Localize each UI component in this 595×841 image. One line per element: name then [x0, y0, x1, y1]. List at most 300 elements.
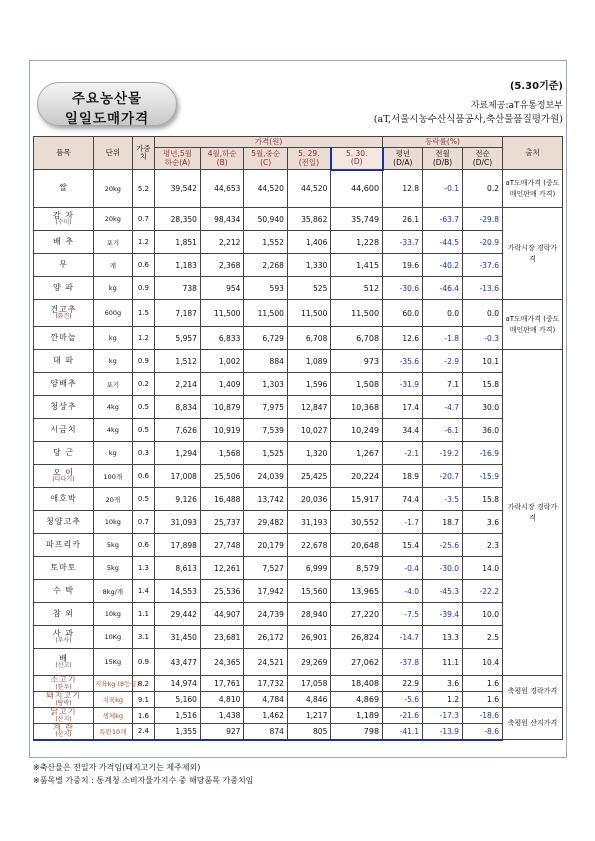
price-b: 927	[200, 724, 243, 740]
price-today: 15,917	[331, 488, 383, 511]
change-db: -20.7	[423, 465, 463, 488]
price-a: 28,350	[155, 208, 201, 231]
item-weight: 1.1	[132, 603, 154, 626]
item-unit: 8kg/개	[93, 580, 132, 603]
change-db: 13.3	[423, 626, 463, 649]
item-name	[34, 649, 94, 676]
item-weight: 1.3	[132, 557, 154, 580]
item-name	[34, 231, 94, 254]
change-db: -6.1	[423, 419, 463, 442]
price-c: 17,942	[244, 580, 287, 603]
price-b: 17,761	[200, 676, 243, 692]
price-b: 16,488	[200, 488, 243, 511]
item-name	[34, 208, 94, 231]
price-a: 8,613	[155, 557, 201, 580]
item-weight: 1.2	[132, 231, 154, 254]
price-prev: 25,425	[287, 465, 330, 488]
price-today: 27,220	[331, 603, 383, 626]
price-a: 1,512	[155, 350, 201, 373]
item-name-text: 대 파	[52, 355, 74, 365]
price-today: 13,965	[331, 580, 383, 603]
price-prev: 4,846	[287, 692, 330, 708]
change-dc: 30.0	[463, 396, 503, 419]
price-a: 5,160	[155, 692, 201, 708]
table-row	[34, 465, 563, 488]
item-name-text: 계 란	[52, 723, 74, 732]
item-name-text: 애호박	[50, 493, 77, 503]
price-source: 축평원 산지가격	[502, 708, 562, 740]
item-unit: 100개	[93, 465, 132, 488]
price-b: 4,810	[200, 692, 243, 708]
price-b: 25,536	[200, 580, 243, 603]
price-c: 20,179	[244, 534, 287, 557]
change-dc: 2.5	[463, 626, 503, 649]
price-prev: 17,058	[287, 676, 330, 692]
item-weight: 0.6	[132, 534, 154, 557]
item-name	[34, 557, 94, 580]
item-weight: 0.7	[132, 208, 154, 231]
price-source: 축평원 경락가격	[502, 676, 562, 708]
header-change-da: 평년 (D/A)	[383, 148, 423, 170]
change-da: 19.6	[383, 254, 423, 277]
price-prev: 31,193	[287, 511, 330, 534]
item-variety: (화건)	[55, 313, 72, 321]
item-unit: 10Kg	[93, 626, 132, 649]
item-weight: 1.2	[132, 327, 154, 350]
page-title-badge	[37, 82, 177, 126]
item-unit: 20kg	[93, 170, 132, 208]
price-today: 44,600	[331, 170, 383, 208]
change-db: -19.2	[423, 442, 463, 465]
price-today: 26,824	[331, 626, 383, 649]
item-weight: 1.6	[132, 708, 154, 724]
change-da: 22.9	[383, 676, 423, 692]
table-row	[34, 170, 563, 208]
change-db: -1.8	[423, 327, 463, 350]
price-c: 26,172	[244, 626, 287, 649]
table-row	[34, 557, 563, 580]
price-c: 6,729	[244, 327, 287, 350]
item-name-text: 파프리카	[46, 539, 81, 549]
item-variety: (산지)	[55, 715, 72, 723]
price-prev: 805	[287, 724, 330, 740]
price-prev: 28,940	[287, 603, 330, 626]
price-c: 44,520	[244, 170, 287, 208]
item-weight: 2.4	[132, 724, 154, 740]
table-row	[34, 327, 563, 350]
item-unit: 600g	[93, 300, 132, 327]
item-name-text: 양배추	[50, 378, 77, 388]
change-da: 17.4	[383, 396, 423, 419]
item-name-text: 닭고기	[50, 707, 77, 717]
price-a: 1,355	[155, 724, 201, 740]
price-c: 24,039	[244, 465, 287, 488]
header-price-c: 5월,중순 (C)	[244, 148, 287, 170]
item-variety: (탕박)	[55, 699, 72, 707]
item-name	[34, 676, 94, 692]
item-unit: 지육kg	[93, 692, 132, 708]
change-dc: 1.6	[463, 692, 503, 708]
price-a: 5,957	[155, 327, 201, 350]
table-row	[34, 419, 563, 442]
item-name	[34, 419, 94, 442]
item-name-text: 소고기	[50, 675, 77, 685]
change-da: -1.7	[383, 511, 423, 534]
price-today: 35,749	[331, 208, 383, 231]
item-name-text: 청상추	[50, 401, 77, 411]
price-table	[33, 136, 563, 741]
change-db: 0.0	[423, 300, 463, 327]
item-weight: 0.2	[132, 373, 154, 396]
price-b: 25,737	[200, 511, 243, 534]
item-name-text: 사 과	[52, 628, 74, 638]
item-weight: 0.9	[132, 277, 154, 300]
price-c: 874	[244, 724, 287, 740]
price-a: 1,183	[155, 254, 201, 277]
change-da: 12.8	[383, 170, 423, 208]
price-today: 1,189	[331, 708, 383, 724]
price-today: 11,500	[331, 300, 383, 327]
item-name	[34, 350, 94, 373]
header-item: 품목	[34, 137, 94, 170]
change-dc: -37.6	[463, 254, 503, 277]
item-name-text: 돼지고기	[46, 691, 81, 701]
price-b: 98,434	[200, 208, 243, 231]
item-unit: 포기	[93, 231, 132, 254]
price-a: 17,898	[155, 534, 201, 557]
price-prev: 26,901	[287, 626, 330, 649]
item-name	[34, 626, 94, 649]
price-a: 31,450	[155, 626, 201, 649]
data-provider: 자료제공:aT유통정보부	[470, 101, 563, 111]
price-c: 13,742	[244, 488, 287, 511]
price-a: 29,442	[155, 603, 201, 626]
change-db: -17.3	[423, 708, 463, 724]
price-today: 20,224	[331, 465, 383, 488]
item-weight: 1.4	[132, 580, 154, 603]
change-dc: 10.4	[463, 649, 503, 676]
item-unit: 10kg	[93, 511, 132, 534]
price-c: 11,500	[244, 300, 287, 327]
price-prev: 525	[287, 277, 330, 300]
change-dc: 0.2	[463, 170, 503, 208]
table-row	[34, 511, 563, 534]
page-title-line1: 주요농산물	[71, 91, 143, 107]
price-today: 8,579	[331, 557, 383, 580]
table-row	[34, 676, 563, 692]
price-c: 24,521	[244, 649, 287, 676]
change-db: -25.6	[423, 534, 463, 557]
price-today: 1,508	[331, 373, 383, 396]
price-a: 14,974	[155, 676, 201, 692]
data-agencies: (aT,서울시농수산식품공사,축산물품질평가원)	[373, 114, 563, 125]
item-name	[34, 692, 94, 708]
price-b: 2,368	[200, 254, 243, 277]
change-da: 60.0	[383, 300, 423, 327]
item-name	[34, 277, 94, 300]
item-variety: (수미)	[55, 219, 72, 227]
price-c: 50,940	[244, 208, 287, 231]
header-price-b: 4월,하순 (B)	[200, 148, 243, 170]
page-title-line2: 일일도매가격	[64, 111, 150, 127]
table-row	[34, 626, 563, 649]
item-weight: 0.5	[132, 419, 154, 442]
price-a: 1,516	[155, 708, 201, 724]
item-unit: kg	[93, 327, 132, 350]
table-row	[34, 603, 563, 626]
price-prev: 12,847	[287, 396, 330, 419]
change-db: -46.4	[423, 277, 463, 300]
price-today: 10,249	[331, 419, 383, 442]
change-dc: 14.0	[463, 557, 503, 580]
item-weight: 1.5	[132, 300, 154, 327]
item-weight: 5.2	[132, 170, 154, 208]
price-c: 17,732	[244, 676, 287, 692]
change-da: -37.8	[383, 649, 423, 676]
change-da: 74.4	[383, 488, 423, 511]
item-name-text: 당 근	[52, 447, 74, 457]
price-c: 7,527	[244, 557, 287, 580]
change-da: -0.4	[383, 557, 423, 580]
change-db: -45.3	[423, 580, 463, 603]
header-unit: 단위	[93, 137, 132, 170]
item-name	[34, 580, 94, 603]
price-prev: 1,089	[287, 350, 330, 373]
table-row	[34, 350, 563, 373]
header-source: 출처	[502, 137, 562, 170]
change-dc: 3.6	[463, 511, 503, 534]
price-today: 512	[331, 277, 383, 300]
change-dc: -0.3	[463, 327, 503, 350]
table-row	[34, 708, 563, 724]
price-prev: 29,269	[287, 649, 330, 676]
change-da: 12.6	[383, 327, 423, 350]
header-price-d: 5. 30. (D)	[331, 148, 383, 170]
price-c: 2,268	[244, 254, 287, 277]
table-row	[34, 231, 563, 254]
price-c: 1,525	[244, 442, 287, 465]
price-a: 31,093	[155, 511, 201, 534]
price-prev: 20,036	[287, 488, 330, 511]
change-dc: 2.3	[463, 534, 503, 557]
header-price-group: 가격(원)	[155, 137, 383, 148]
change-dc: -18.6	[463, 708, 503, 724]
price-today: 798	[331, 724, 383, 740]
price-source: aT도매가격 (중도매인판매 가격)	[502, 170, 562, 208]
price-c: 593	[244, 277, 287, 300]
price-prev: 15,560	[287, 580, 330, 603]
table-row	[34, 254, 563, 277]
price-c: 884	[244, 350, 287, 373]
price-b: 6,833	[200, 327, 243, 350]
price-c: 24,739	[244, 603, 287, 626]
table-row	[34, 534, 563, 557]
table-row	[34, 277, 563, 300]
change-db: -40.2	[423, 254, 463, 277]
price-source: 가락시장 경락가격	[502, 208, 562, 300]
price-b: 1,002	[200, 350, 243, 373]
price-today: 10,368	[331, 396, 383, 419]
price-c: 4,784	[244, 692, 287, 708]
price-today: 18,408	[331, 676, 383, 692]
item-name	[34, 327, 94, 350]
price-today: 1,267	[331, 442, 383, 465]
price-today: 4,869	[331, 692, 383, 708]
item-unit: 특란10개	[93, 724, 132, 740]
price-prev: 10,027	[287, 419, 330, 442]
item-unit: kg	[93, 277, 132, 300]
price-a: 39,542	[155, 170, 201, 208]
basis-date: (5.30기준)	[509, 81, 563, 92]
item-name	[34, 534, 94, 557]
change-dc: -20.9	[463, 231, 503, 254]
change-da: -7.5	[383, 603, 423, 626]
price-b: 10,919	[200, 419, 243, 442]
price-c: 1,303	[244, 373, 287, 396]
change-dc: -15.9	[463, 465, 503, 488]
price-prev: 6,708	[287, 327, 330, 350]
item-variety: (다다기)	[52, 476, 75, 484]
header-change-dc: 전순 (D/C)	[463, 148, 503, 170]
item-name-text: 오 이	[52, 467, 74, 477]
change-dc: 0.0	[463, 300, 503, 327]
price-today: 973	[331, 350, 383, 373]
item-weight: 0.3	[132, 442, 154, 465]
change-da: 34.4	[383, 419, 423, 442]
price-c: 1,462	[244, 708, 287, 724]
item-weight: 0.5	[132, 396, 154, 419]
item-name	[34, 373, 94, 396]
item-name-text: 토마토	[50, 562, 77, 572]
item-name	[34, 396, 94, 419]
item-variety: (산지)	[55, 731, 72, 739]
price-b: 12,261	[200, 557, 243, 580]
item-weight: 3.1	[132, 626, 154, 649]
item-name	[34, 488, 94, 511]
price-b: 44,907	[200, 603, 243, 626]
price-a: 2,214	[155, 373, 201, 396]
item-unit: 개	[93, 254, 132, 277]
change-da: -31.9	[383, 373, 423, 396]
table-row	[34, 692, 563, 708]
item-weight: 0.6	[132, 465, 154, 488]
price-b: 1,568	[200, 442, 243, 465]
table-row	[34, 396, 563, 419]
item-weight: 0.7	[132, 511, 154, 534]
item-name	[34, 300, 94, 327]
item-weight: 8.2	[132, 676, 154, 692]
price-a: 14,553	[155, 580, 201, 603]
change-da: -35.6	[383, 350, 423, 373]
price-prev: 1,320	[287, 442, 330, 465]
change-db: -30.0	[423, 557, 463, 580]
price-a: 9,126	[155, 488, 201, 511]
item-unit: kg	[93, 350, 132, 373]
price-c: 7,975	[244, 396, 287, 419]
change-dc: -13.6	[463, 277, 503, 300]
change-dc: -8.6	[463, 724, 503, 740]
price-b: 1,409	[200, 373, 243, 396]
price-c: 1,552	[244, 231, 287, 254]
header-price-prev: 5. 29. (전일)	[287, 148, 330, 170]
price-c: 29,482	[244, 511, 287, 534]
price-a: 7,626	[155, 419, 201, 442]
price-prev: 44,520	[287, 170, 330, 208]
item-variety: (한우)	[55, 683, 72, 691]
price-a: 1,294	[155, 442, 201, 465]
price-today: 1,415	[331, 254, 383, 277]
price-prev: 1,330	[287, 254, 330, 277]
item-unit: 10kg	[93, 603, 132, 626]
item-name	[34, 708, 94, 724]
price-a: 17,008	[155, 465, 201, 488]
item-name-text: 수 박	[52, 585, 74, 595]
header-price-a: 평년,5월 하순(A)	[155, 148, 201, 170]
price-b: 10,879	[200, 396, 243, 419]
item-unit: 생체kg	[93, 708, 132, 724]
change-dc: -16.9	[463, 442, 503, 465]
price-today: 1,228	[331, 231, 383, 254]
change-da: 18.9	[383, 465, 423, 488]
change-dc: 36.0	[463, 419, 503, 442]
item-name-text: 깐마늘	[50, 332, 77, 342]
footnote-weights: ※품목별 가중치 : 통계청 소비자물가지수 중 해당품목 가중치임	[33, 776, 254, 785]
change-db: -63.7	[423, 208, 463, 231]
item-variety: (신고)	[55, 662, 72, 670]
item-name	[34, 724, 94, 740]
item-name-text: 건고추	[50, 304, 77, 314]
item-name-text: 감 자	[52, 210, 74, 220]
price-b: 2,212	[200, 231, 243, 254]
item-name-text: 무	[59, 259, 68, 269]
price-b: 24,365	[200, 649, 243, 676]
table-row	[34, 724, 563, 740]
change-db: -4.7	[423, 396, 463, 419]
item-weight: 9.1	[132, 692, 154, 708]
price-a: 1,851	[155, 231, 201, 254]
price-today: 30,552	[331, 511, 383, 534]
item-weight: 0.9	[132, 350, 154, 373]
change-da: -4.0	[383, 580, 423, 603]
price-today: 6,708	[331, 327, 383, 350]
change-da: -2.1	[383, 442, 423, 465]
price-b: 25,506	[200, 465, 243, 488]
price-c: 7,539	[244, 419, 287, 442]
price-prev: 11,500	[287, 300, 330, 327]
price-source: aT도매가격 (중도매인판매 가격)	[502, 300, 562, 350]
change-dc: -29.8	[463, 208, 503, 231]
price-prev: 1,406	[287, 231, 330, 254]
change-db: -3.5	[423, 488, 463, 511]
change-db: -44.5	[423, 231, 463, 254]
change-db: -0.1	[423, 170, 463, 208]
item-weight: 0.6	[132, 254, 154, 277]
change-da: -14.7	[383, 626, 423, 649]
table-row	[34, 373, 563, 396]
header-change-group: 등락률(%)	[383, 137, 503, 148]
price-b: 1,438	[200, 708, 243, 724]
item-weight: 0.5	[132, 488, 154, 511]
price-source: 가락시장 경락가격	[502, 350, 562, 676]
price-b: 11,500	[200, 300, 243, 327]
table-row	[34, 580, 563, 603]
item-variety: (부사)	[55, 637, 72, 645]
table-row	[34, 442, 563, 465]
change-da: 26.1	[383, 208, 423, 231]
change-dc: 10.1	[463, 350, 503, 373]
item-name	[34, 442, 94, 465]
item-unit: 포기	[93, 373, 132, 396]
